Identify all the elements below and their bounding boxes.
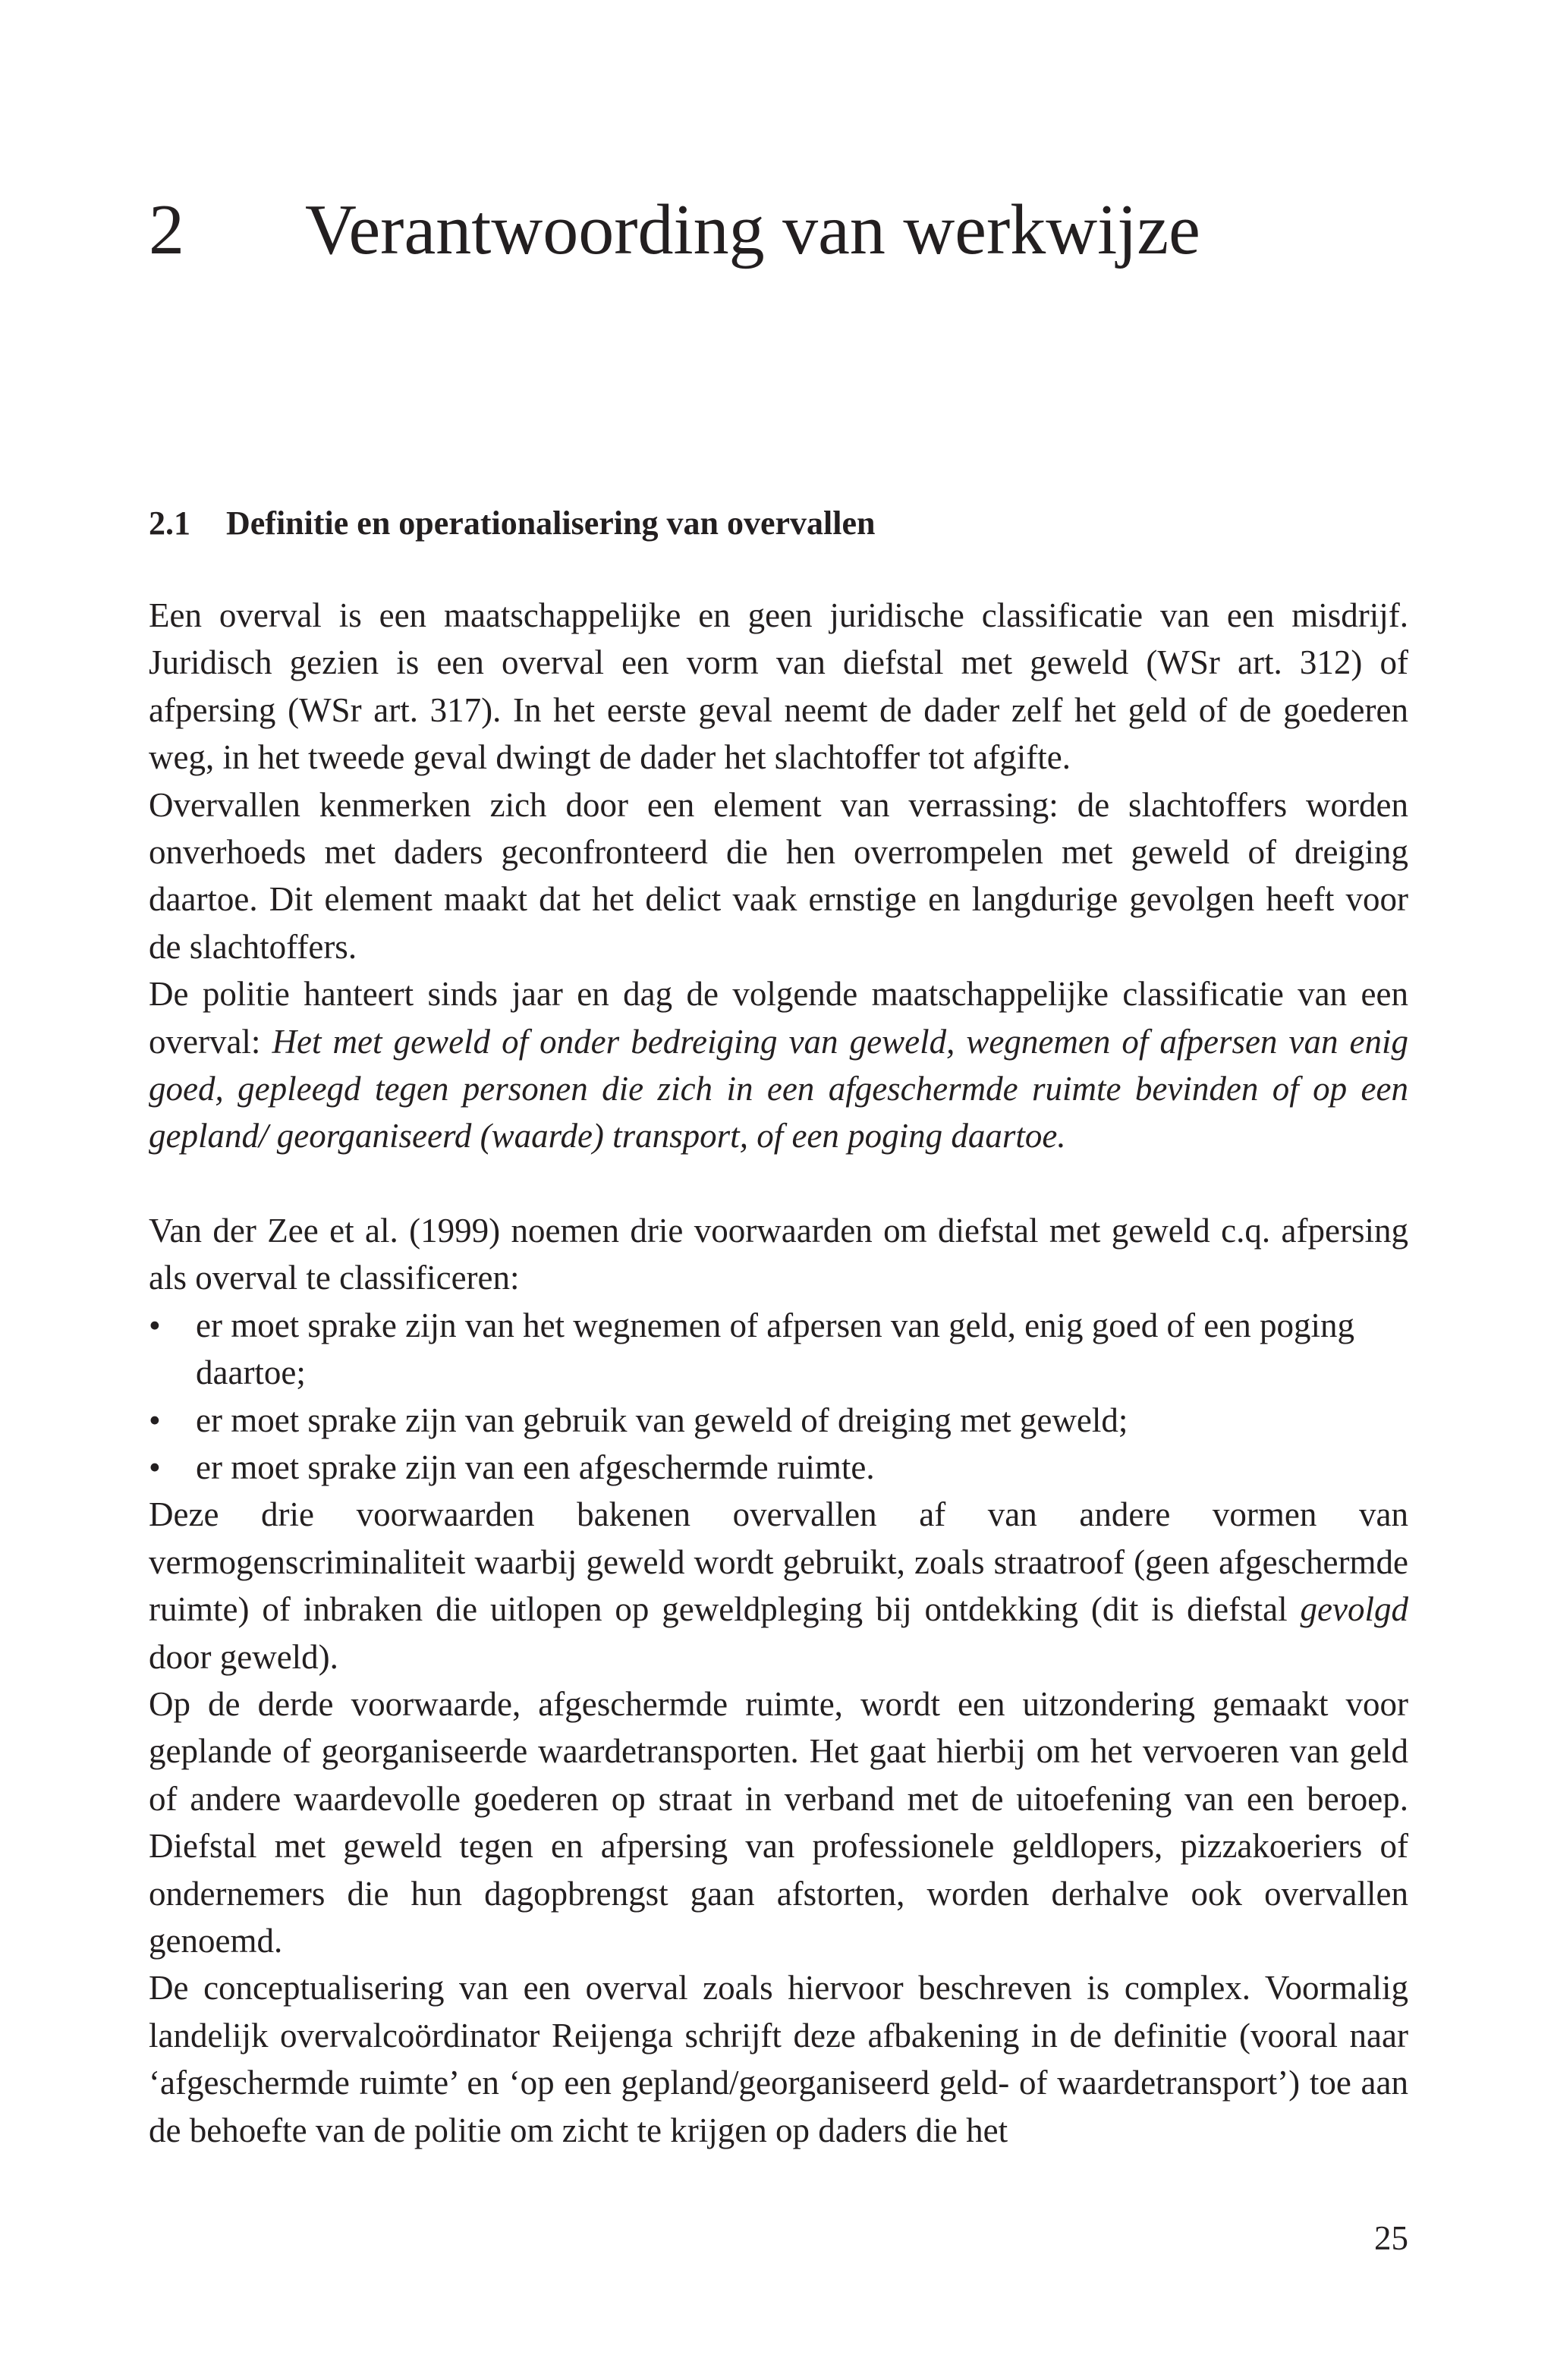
paragraph-3-lead: De politie hanteert sinds jaar en dag de volgende maatschappelijke classificatie van een overval: xyxy=(149,975,1408,1061)
definition-quote: Het met geweld of onder bedreiging van geweld, wegnemen of afpersen van enig goed, gepleegd tegen personen die zich in een afgeschermde ruimte bevinden of op een gepland/ georganiseerd (waarde) transport, of een poging daartoe. xyxy=(149,1022,1409,1155)
paragraph-5-tail: door geweld). xyxy=(149,1637,338,1676)
paragraph-2: Overvallen kenmerken zich door een element van verrassing: de slachtoffers worden onverhoeds met daders geconfronteerd die hen overrompelen met geweld of dreiging daartoe. Dit element maakt dat het delict vaak ernstige en langdurige gevolgen heeft voor de slachtoffers. xyxy=(149,785,1408,966)
section-heading xyxy=(149,501,875,546)
list-item xyxy=(149,1302,1408,1397)
list-item-text: er moet sprake zijn van gebruik van geweld of dreiging met geweld; xyxy=(196,1401,1128,1439)
page-number: 25 xyxy=(1374,2219,1408,2257)
paragraph-7: De conceptualisering van een overval zoals hiervoor beschreven is complex. Voormalig landelijk overvalcoördinator Reijenga schrijft deze afbakening in de definitie (vooral naar ‘afgeschermde ruimte’ en ‘op een gepland/georganiseerd geld- of waardetransport’) toe aan de behoefte van de politie om zicht te krijgen op daders die het xyxy=(149,1969,1408,2149)
paragraph-5-emphasis: gevolgd xyxy=(1300,1590,1408,1629)
list-item xyxy=(149,1397,1408,1444)
chapter-heading xyxy=(149,188,1200,272)
paragraph-4: Van der Zee et al. (1999) noemen drie voorwaarden om diefstal met geweld c.q. afpersing als overval te classificeren: xyxy=(149,1211,1408,1297)
paragraph-spacer xyxy=(149,1160,1408,1207)
paragraph-5-lead: Deze drie voorwaarden bakenen overvallen af van andere vormen van vermogenscriminaliteit waarbij geweld wordt gebruikt, zoals straatroof (geen afgeschermde ruimte) of inbraken die uitlopen op geweldpleging bij ontdekking (dit is diefstal xyxy=(149,1495,1408,1629)
chapter-number: 2 xyxy=(149,190,184,269)
bullet-icon: • xyxy=(149,1401,161,1439)
list-item-text: er moet sprake zijn van een afgeschermde ruimte. xyxy=(196,1448,875,1486)
section-title: Definitie en operationalisering van overvallen xyxy=(226,505,876,542)
paragraph-1: Een overval is een maatschappelijke en geen juridische classificatie van een misdrijf. Juridisch gezien is een overval een vorm van diefstal met geweld (WSr art. 312) of afpersing (WSr art. 317). In het eerste geval neemt de dader zelf het geld of de goederen weg, in het tweede geval dwingt de dader het slachtoffer tot afgifte. xyxy=(149,596,1408,777)
chapter-title: Verantwoording van werkwijze xyxy=(305,190,1200,269)
body-text xyxy=(149,592,1408,2154)
list-item-text: er moet sprake zijn van het wegnemen of afpersen van geld, enig goed of een poging daartoe; xyxy=(196,1306,1354,1392)
list-item xyxy=(149,1444,1408,1491)
paragraph-6: Op de derde voorwaarde, afgeschermde ruimte, wordt een uitzondering gemaakt voor geplande of georganiseerde waardetransporten. Het gaat hierbij om het vervoeren van geld of andere waardevolle goederen op straat in verband met de uitoefening van een beroep. Diefstal met geweld tegen en afpersing van professionele geldlopers, pizzakoeriers of ondernemers die hun dagopbrengst gaan afstorten, worden derhalve ook overvallen genoemd. xyxy=(149,1684,1408,1960)
bullet-icon: • xyxy=(149,1448,161,1486)
paragraph-5 xyxy=(149,1491,1408,1680)
paragraph-3 xyxy=(149,970,1408,1160)
bullet-icon: • xyxy=(149,1306,161,1344)
conditions-list xyxy=(149,1302,1408,1492)
section-number: 2.1 xyxy=(149,505,190,542)
